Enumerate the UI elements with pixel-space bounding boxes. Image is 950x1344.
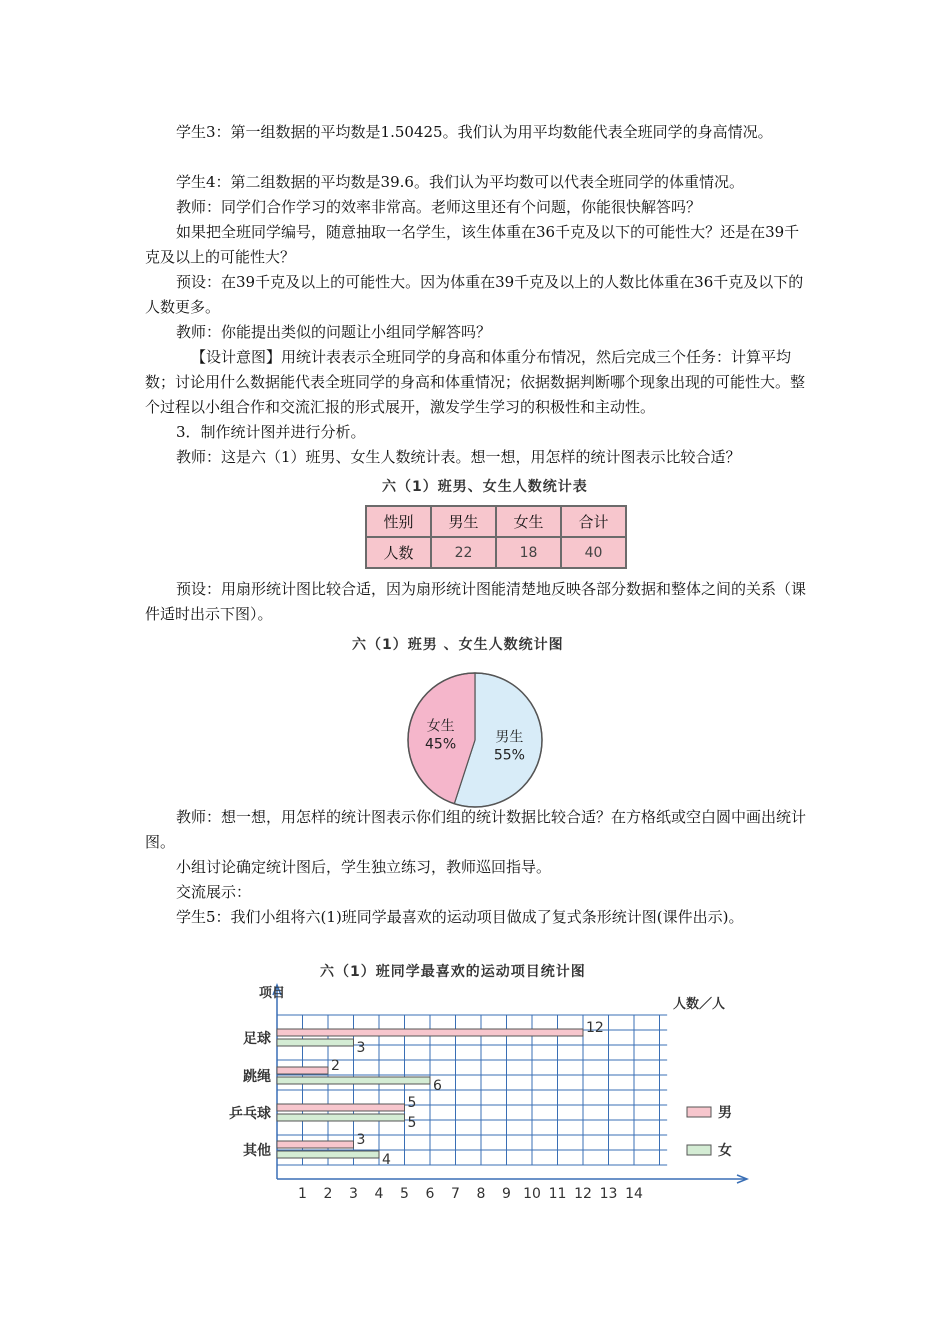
x-tick-label: 5 [400,1186,409,1202]
category-label: 其他 [243,1143,271,1159]
x-axis-label: 人数／人 [673,997,726,1012]
legend-swatch [687,1145,711,1155]
pie-slice-name: 男生 [495,729,524,746]
x-tick-label: 4 [374,1186,384,1202]
paragraph-exchange: 交流展示： [176,883,252,901]
bar-value-label: 5 [407,1095,417,1111]
paragraph-group-discussion: 小组讨论确定统计图后，学生独立练习，教师巡回指导。 [176,858,552,876]
bar-girls [277,1077,430,1084]
paragraph-student3: 学生3：第一组数据的平均数是1.50425。我们认为用平均数能代表全班同学的身高情况。 [176,123,773,141]
x-tick-label: 1 [298,1186,307,1202]
paragraph-student4: 学生4：第二组数据的平均数是39.6。我们认为平均数可以代表全班同学的体重情况。 [176,173,744,191]
bar-boys [277,1067,328,1074]
table-cell: 18 [496,537,561,568]
x-tick-label: 13 [599,1186,618,1202]
category-label: 跳绳 [243,1069,271,1085]
bar-boys [277,1029,583,1036]
table-row [366,537,626,568]
paragraph-preset-pie: 预设：用扇形统计图比较合适，因为扇形统计图能清楚地反映各部分数据和整体之间的关系（课件适时出示下图）。 [145,580,807,623]
table-header-cell: 性别 [366,506,431,537]
pie-slice-percent: 55% [493,747,525,764]
x-tick-label: 7 [451,1186,460,1202]
bar-value-label: 2 [331,1058,340,1074]
bar-value-label: 6 [433,1078,442,1094]
bar-value-label: 4 [382,1152,391,1168]
table-header-cell: 男生 [431,506,496,537]
legend-label: 女 [718,1143,732,1159]
category-label: 乒乓球 [229,1106,271,1122]
paragraph-teacher-table: 教师：这是六（1）班男、女生人数统计表。想一想，用怎样的统计图表示比较合适？ [176,448,741,466]
paragraph-teacher-similar: 教师：你能提出类似的问题让小组同学解答吗？ [176,323,492,341]
table-header-cell: 女生 [496,506,561,537]
pie-slice-name: 女生 [426,718,455,735]
legend-label: 男 [718,1105,732,1121]
x-tick-label: 10 [523,1186,541,1202]
x-tick-label: 2 [323,1186,333,1202]
paragraph-teacher-draw: 教师：想一想，用怎样的统计图表示你们组的统计数据比较合适？在方格纸或空白圆中画出统计图。 [145,808,807,851]
y-axis-label: 项目 [259,986,286,1001]
bar-boys [277,1141,354,1148]
table-cell: 40 [561,537,626,568]
bar-girls [277,1039,354,1046]
pie-slice-percent: 45% [425,736,457,753]
x-tick-label: 11 [548,1186,567,1202]
bar-chart-title: 六（1）班同学最喜欢的运动项目统计图 [320,964,586,980]
bar-value-label: 3 [356,1132,366,1148]
table-header-cell: 合计 [561,506,626,537]
gender-count-table [365,505,627,569]
legend-swatch [687,1107,711,1117]
bar-value-label: 5 [407,1115,417,1131]
table-title: 六（1）班男、女生人数统计表 [382,479,588,495]
bar-girls [277,1151,379,1158]
x-tick-label: 8 [476,1186,486,1202]
pie-chart [395,660,555,820]
x-tick-label: 6 [425,1186,435,1202]
x-tick-label: 12 [574,1186,592,1202]
x-tick-label: 9 [502,1186,511,1202]
paragraph-random-pick: 如果把全班同学编号，随意抽取一名学生，该生体重在36千克及以下的可能性大？还是在39千克及以上的可能性大？ [145,223,800,266]
bar-boys [277,1104,405,1111]
section-heading-3: 3．制作统计图并进行分析。 [176,423,366,441]
x-tick-label: 14 [625,1186,643,1202]
paragraph-design-intent: 【设计意图】用统计表表示全班同学的身高和体重分布情况，然后完成三个任务：计算平均数；讨论用什么数据能代表全班同学的身高和体重情况；依据数据判断哪个现象出现的可能性大。整个过程以小组合作和交流汇报的形式展开，激发学生学习的积极性和主动性。 [145,348,806,416]
bar-chart [215,975,775,1205]
category-label: 足球 [243,1031,271,1047]
table-header-row [366,506,626,537]
bar-value-label: 12 [586,1020,604,1036]
x-tick-label: 3 [349,1186,358,1202]
paragraph-student5: 学生5：我们小组将六(1)班同学最喜欢的运动项目做成了复式条形统计图(课件出示)。 [176,908,744,926]
bar-girls [277,1114,405,1121]
paragraph-teacher-question: 教师：同学们合作学习的效率非常高。老师这里还有个问题，你能很快解答吗？ [176,198,702,216]
table-cell: 人数 [366,537,431,568]
paragraph-preset-answer: 预设：在39千克及以上的可能性大。因为体重在39千克及以上的人数比体重在36千克及以下的人数更多。 [145,273,804,316]
table-cell: 22 [431,537,496,568]
pie-chart-title: 六（1）班男 、女生人数统计图 [352,637,564,653]
bar-value-label: 3 [356,1040,366,1056]
